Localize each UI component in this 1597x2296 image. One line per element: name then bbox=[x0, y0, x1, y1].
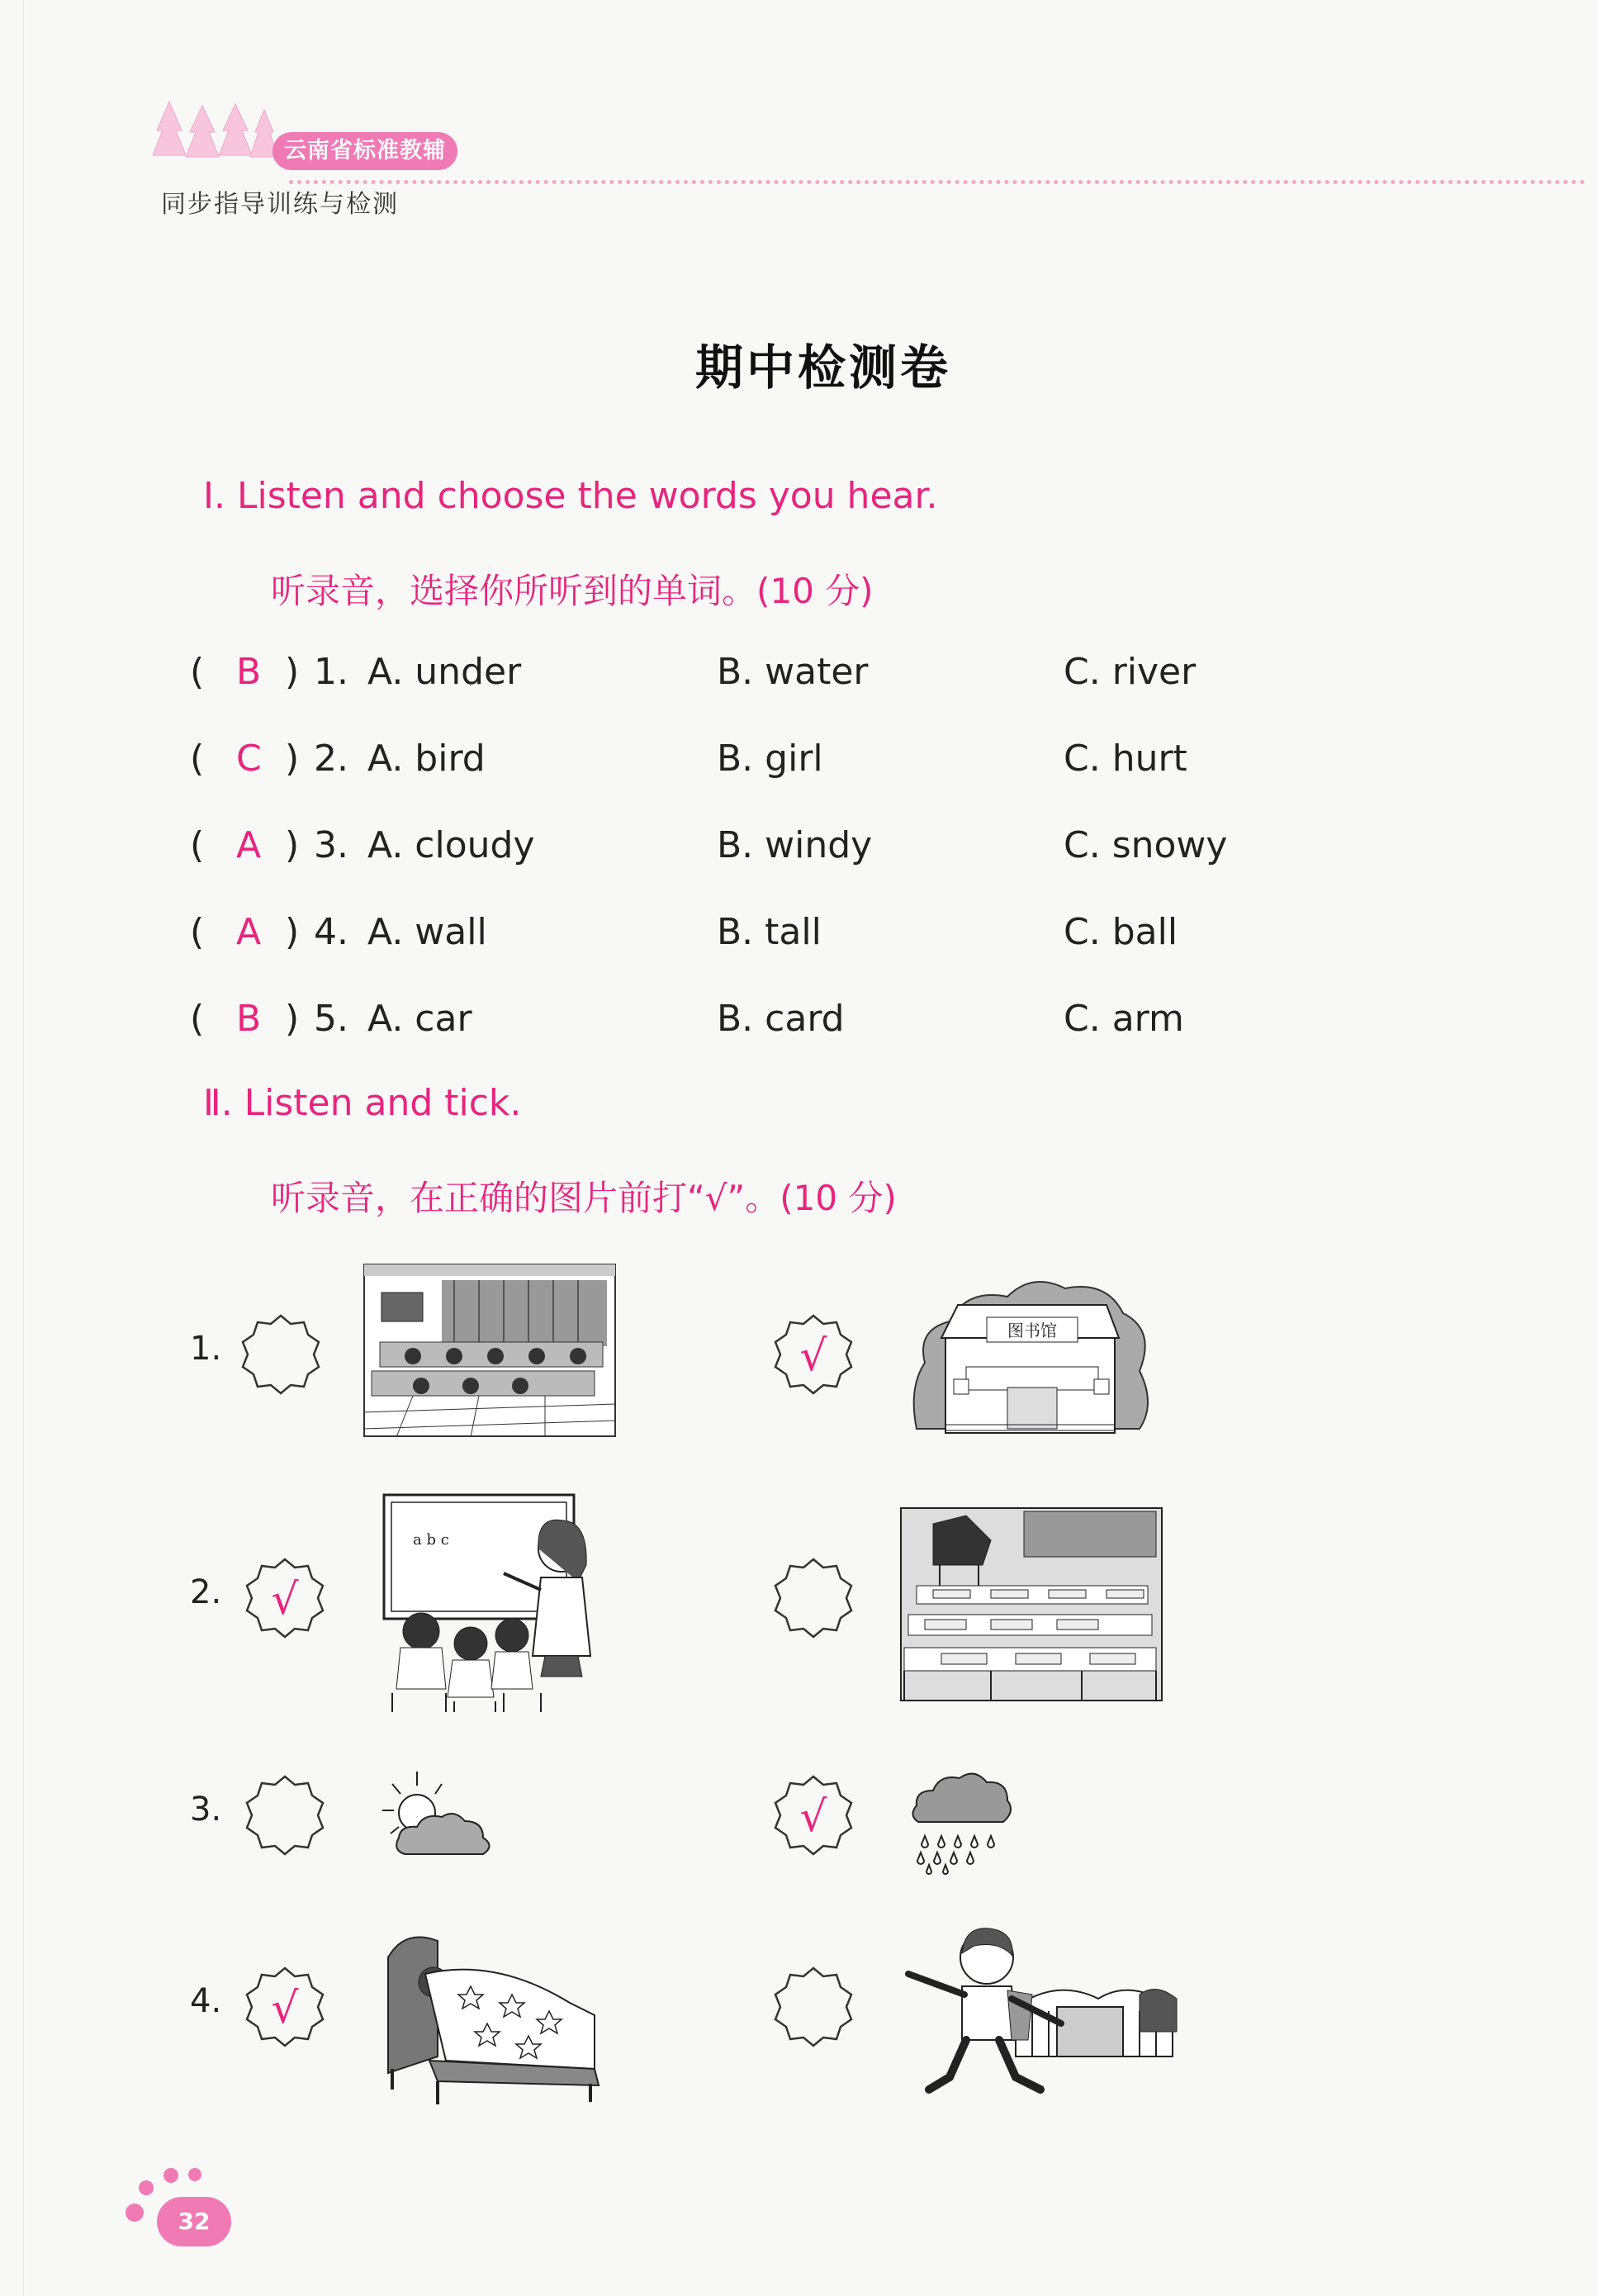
question-row-3: ( A ) 3. A. cloudy B. windy C. snowy bbox=[190, 824, 1228, 866]
tick-circle[interactable] bbox=[239, 1770, 330, 1861]
tick-circle[interactable] bbox=[768, 1309, 859, 1400]
tick-circle[interactable] bbox=[768, 1553, 859, 1644]
page-title: 期中检测卷 bbox=[694, 339, 951, 396]
svg-text:√: √ bbox=[799, 1331, 827, 1381]
svg-text:√: √ bbox=[799, 1792, 827, 1842]
tick-row-number: 4. bbox=[190, 1982, 222, 2020]
cloudy-weather-picture bbox=[367, 1767, 500, 1871]
option-a: A. cloudy bbox=[367, 824, 535, 866]
header-dotted-rule bbox=[289, 180, 1585, 184]
part1-instruction: 听录音，选择你所听到的单词。(10 分) bbox=[271, 571, 874, 611]
boy-running-picture bbox=[892, 1916, 1189, 2114]
tick-circle[interactable] bbox=[768, 1770, 859, 1861]
tick-circle[interactable] bbox=[239, 1553, 330, 1644]
rainy-weather-picture bbox=[908, 1766, 1016, 1877]
option-b: B. girl bbox=[717, 738, 823, 780]
option-c: C. arm bbox=[1064, 998, 1184, 1040]
option-b: B. tall bbox=[717, 911, 822, 953]
option-a: A. under bbox=[367, 651, 522, 693]
option-c: C. ball bbox=[1064, 911, 1178, 953]
option-a: A. car bbox=[367, 998, 472, 1040]
tick-row-number: 1. bbox=[190, 1330, 222, 1368]
part2-heading: Ⅱ. Listen and tick. bbox=[203, 1082, 522, 1124]
answer[interactable]: A bbox=[236, 824, 262, 866]
answer[interactable]: B bbox=[236, 651, 262, 693]
svg-text:√: √ bbox=[271, 1575, 299, 1625]
option-b: B. water bbox=[717, 651, 869, 693]
paw-dot bbox=[139, 2180, 154, 2195]
paw-dot bbox=[188, 2168, 201, 2181]
tick-circle[interactable] bbox=[239, 1962, 330, 2052]
answer[interactable]: B bbox=[236, 998, 262, 1040]
option-b: B. windy bbox=[717, 824, 873, 866]
option-c: C. hurt bbox=[1064, 738, 1187, 780]
tick-row-number: 3. bbox=[190, 1791, 222, 1829]
question-row-2: ( C ) 2. A. bird B. girl C. hurt bbox=[190, 738, 1187, 780]
option-a: A. bird bbox=[367, 738, 486, 780]
question-row-4: ( A ) 4. A. wall B. tall C. ball bbox=[190, 911, 1178, 953]
pine-trees-decoration bbox=[153, 97, 277, 164]
tick-circle[interactable] bbox=[235, 1309, 326, 1400]
music-room-picture bbox=[900, 1507, 1163, 1701]
sleeping-in-bed-picture bbox=[380, 1924, 603, 2106]
tick-circle[interactable] bbox=[768, 1962, 859, 2052]
part1-heading: Ⅰ. Listen and choose the words you hear. bbox=[203, 475, 938, 517]
option-b: B. card bbox=[717, 998, 845, 1040]
classroom-teacher-picture bbox=[380, 1491, 619, 1714]
answer[interactable]: C bbox=[236, 738, 262, 780]
paw-dot bbox=[126, 2203, 144, 2222]
library-picture bbox=[908, 1264, 1156, 1437]
part2-instruction: 听录音，在正确的图片前打“√”。(10 分) bbox=[271, 1178, 897, 1218]
option-a: A. wall bbox=[367, 911, 487, 953]
question-row-5: ( B ) 5. A. car B. card C. arm bbox=[190, 998, 1184, 1040]
svg-text:√: √ bbox=[271, 1984, 299, 2033]
svg-text:图书馆: 图书馆 bbox=[1007, 1321, 1057, 1340]
computer-room-picture bbox=[363, 1264, 616, 1437]
question-row-1: ( B ) 1. A. under B. water C. river bbox=[190, 651, 1197, 693]
book-name: 同步指导训练与检测 bbox=[161, 190, 399, 219]
answer[interactable]: A bbox=[236, 911, 262, 953]
tick-row-number: 2. bbox=[190, 1573, 222, 1611]
option-c: C. snowy bbox=[1064, 824, 1228, 866]
paw-dot bbox=[163, 2168, 178, 2183]
option-c: C. river bbox=[1064, 651, 1197, 693]
svg-text:a b c: a b c bbox=[413, 1531, 449, 1549]
page-number: 32 bbox=[157, 2197, 231, 2246]
series-name: 云南省标准教辅 bbox=[272, 132, 457, 170]
